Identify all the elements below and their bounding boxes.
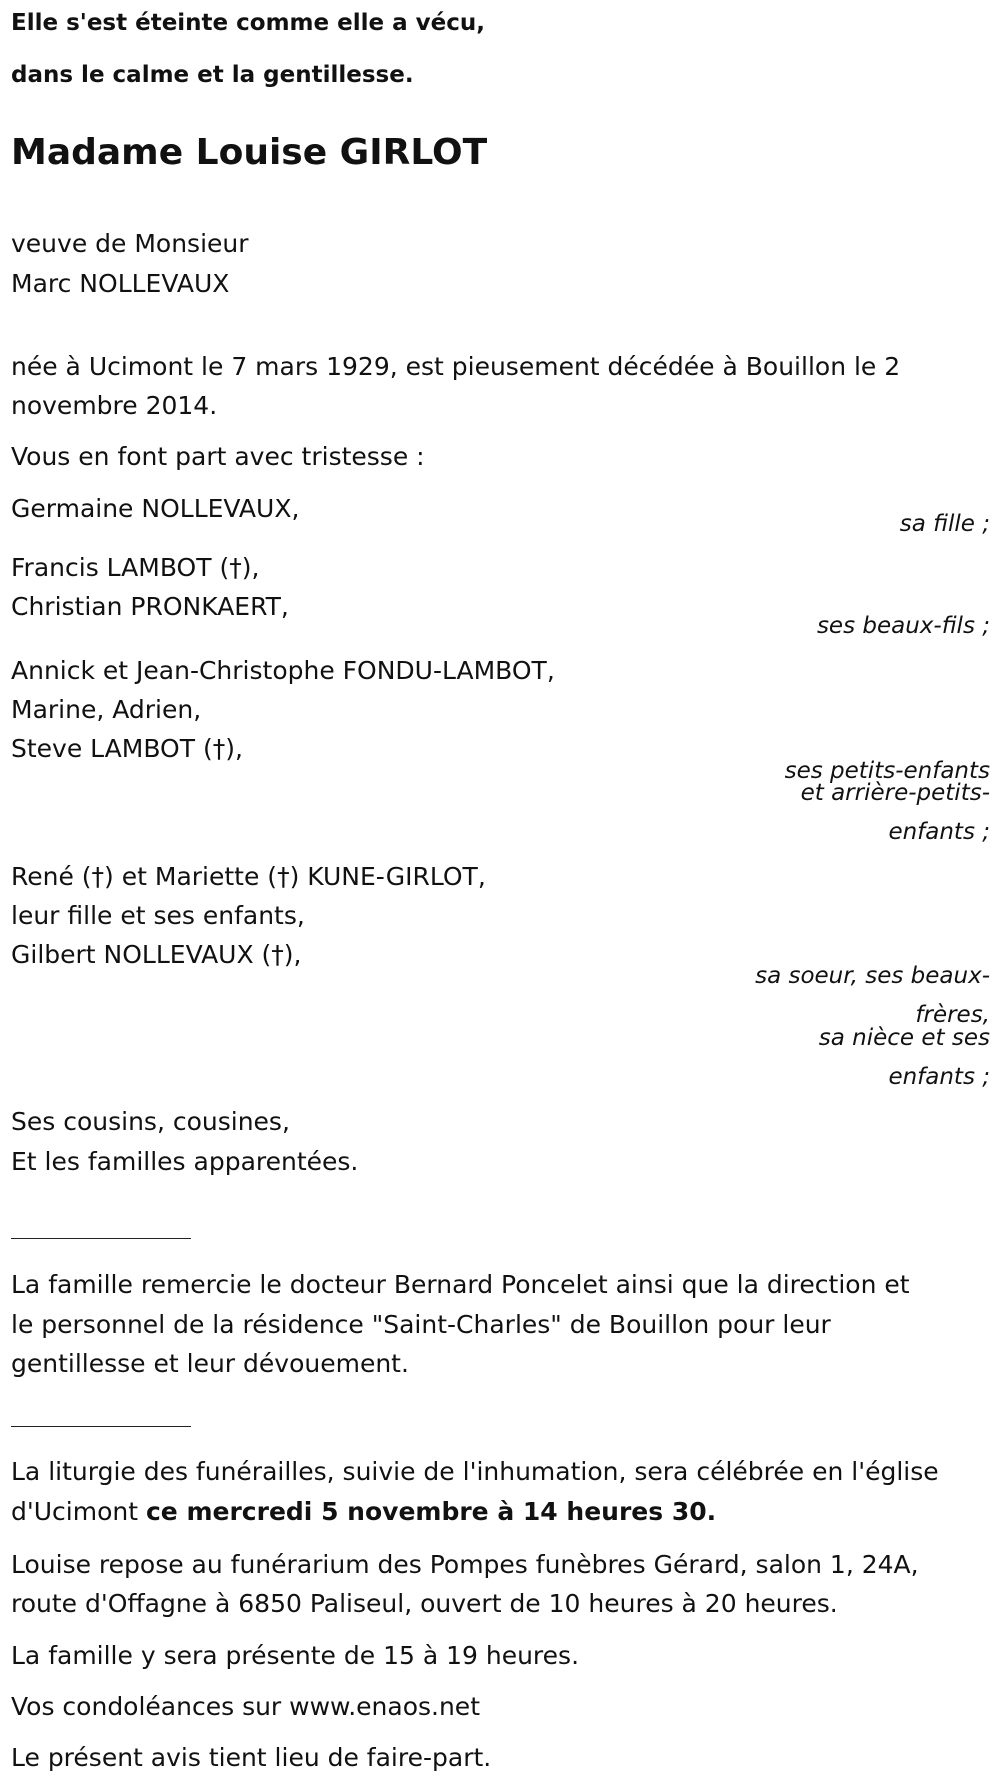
liturgy-date: ce mercredi 5 novembre à 14 heures 30.: [145, 1497, 717, 1526]
relation-label: ses beaux-fils ;: [816, 613, 990, 639]
presence-text: La famille y sera présente de 15 à 19 heures.: [11, 1641, 580, 1670]
epigraph-line-1: Elle s'est éteinte comme elle a vécu,: [11, 10, 485, 36]
relation-label: et arrière-petits-: [800, 780, 990, 806]
relation-label: sa soeur, ses beaux-: [755, 963, 990, 989]
repose-line-1: Louise repose au funérarium des Pompes funèbres Gérard, salon 1, 24A,: [11, 1550, 919, 1579]
closing-family-line-2: Et les familles apparentées.: [11, 1147, 359, 1176]
notice-text: Le présent avis tient lieu de faire-part.: [11, 1743, 492, 1772]
announce-text: Vous en font part avec tristesse :: [11, 442, 425, 471]
family-name: Gilbert NOLLEVAUX (†),: [11, 940, 302, 969]
epigraph-line-2: dans le calme et la gentillesse.: [11, 62, 414, 88]
family-name: Marine, Adrien,: [11, 695, 202, 724]
relation-label: sa nièce et ses: [818, 1025, 990, 1051]
relation-label: enfants ;: [888, 1064, 990, 1090]
relation-label: ses petits-enfants: [784, 758, 990, 784]
liturgy-line-2: [11, 1492, 716, 1532]
separator-line: [11, 1426, 191, 1427]
widow-line-2: Marc NOLLEVAUX: [11, 269, 230, 298]
thanks-line-1: La famille remercie le docteur Bernard Poncelet ainsi que la direction et: [11, 1270, 910, 1299]
widow-line-1: veuve de Monsieur: [11, 229, 249, 258]
birth-death-line-2: novembre 2014.: [11, 391, 218, 420]
thanks-line-2: le personnel de la résidence "Saint-Charles" de Bouillon pour leur: [11, 1310, 831, 1339]
family-name: Annick et Jean-Christophe FONDU-LAMBOT,: [11, 656, 555, 685]
relation-label: frères,: [915, 1002, 990, 1028]
family-name: Francis LAMBOT (†),: [11, 553, 260, 582]
closing-family-line-1: Ses cousins, cousines,: [11, 1107, 290, 1136]
family-name: leur fille et ses enfants,: [11, 901, 305, 930]
family-name: Christian PRONKAERT,: [11, 592, 289, 621]
relation-label: enfants ;: [888, 819, 990, 845]
thanks-line-3: gentillesse et leur dévouement.: [11, 1349, 409, 1378]
liturgy-location: d'Ucimont: [11, 1497, 146, 1526]
relation-label: sa fille ;: [899, 511, 990, 537]
birth-death-line-1: née à Ucimont le 7 mars 1929, est pieusement décédée à Bouillon le 2: [11, 352, 901, 381]
liturgy-line-1: La liturgie des funérailles, suivie de l'inhumation, sera célébrée en l'église: [11, 1457, 939, 1486]
family-name: René (†) et Mariette (†) KUNE-GIRLOT,: [11, 862, 486, 891]
repose-line-2: route d'Offagne à 6850 Paliseul, ouvert de 10 heures à 20 heures.: [11, 1589, 838, 1618]
separator-line: [11, 1238, 191, 1239]
family-name: Germaine NOLLEVAUX,: [11, 494, 300, 523]
condolences-text: Vos condoléances sur www.enaos.net: [11, 1692, 480, 1721]
family-name: Steve LAMBOT (†),: [11, 734, 243, 763]
deceased-name: Madame Louise GIRLOT: [11, 132, 488, 173]
